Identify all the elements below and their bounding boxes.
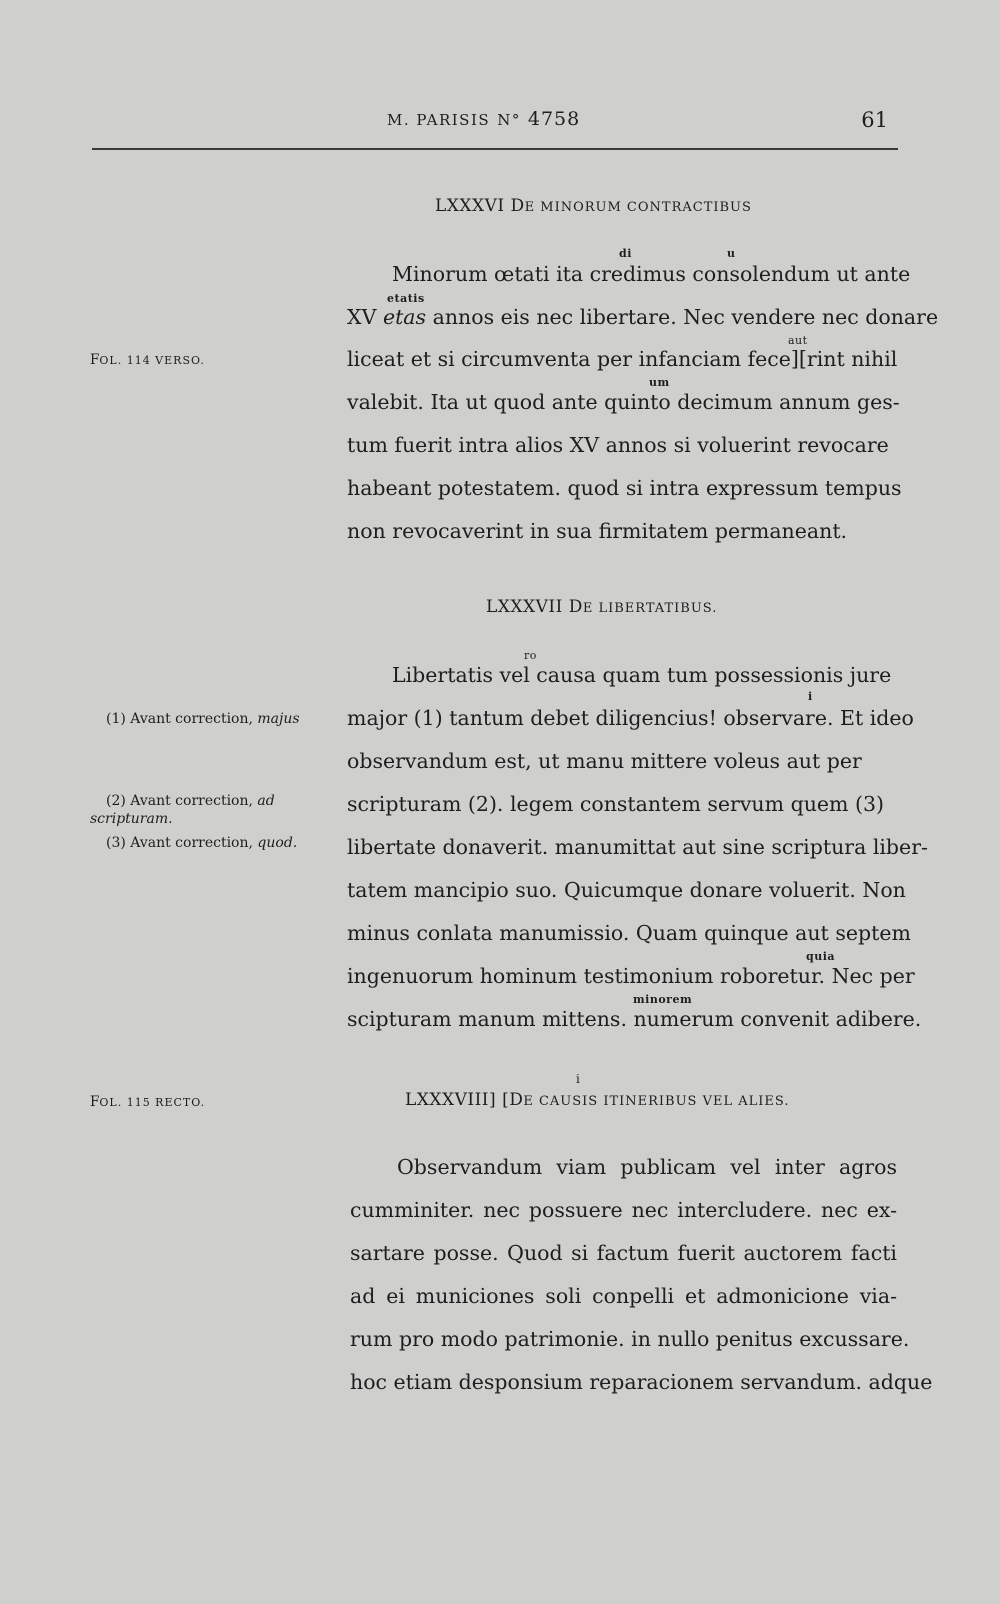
text-line: Libertatis vel causa quam tum possessionis jure: [392, 663, 892, 687]
footnote-3: (3) Avant correction, quod.: [106, 835, 298, 851]
section-87-title: E LIBERTATIBUS.: [582, 601, 718, 616]
section-86-heading: [435, 196, 752, 216]
interlinear-gloss: i: [808, 690, 813, 703]
text-line: XV etas annos eis nec libertare. Nec vendere nec donare: [347, 305, 939, 329]
text-line: tatem mancipio suo. Quicumque donare voluerit. Non: [347, 878, 906, 902]
interlinear-gloss: etatis: [387, 292, 425, 305]
header-rule: [92, 148, 898, 150]
text-line: sartare posse. Quod si factum fuerit auctorem facti: [350, 1241, 897, 1265]
folio-marker-114: FOL. 114 VERSO.: [90, 352, 205, 368]
text-line: ingenuorum hominum testimonium roboretur. Nec per: [347, 964, 915, 988]
text-line: libertate donaverit. manumittat aut sine scriptura liber-: [347, 835, 928, 859]
number-label: N°: [497, 111, 521, 129]
interlinear-gloss: minorem: [633, 993, 693, 1006]
interlinear-gloss: ro: [524, 649, 537, 662]
section-86-title-cap: D: [510, 196, 525, 216]
interlinear-gloss: aut: [788, 334, 808, 347]
text-line: ad ei municiones soli conpelli et admonicione via-: [350, 1284, 897, 1308]
footnote-2-cont: scripturam.: [90, 811, 173, 827]
running-title: [387, 108, 580, 130]
interlinear-gloss: i: [576, 1072, 581, 1086]
footnote-1: (1) Avant correction, majus: [106, 711, 300, 727]
section-86-numeral: LXXXVI: [435, 196, 505, 216]
text-line: Observandum viam publicam vel inter agros: [397, 1155, 897, 1179]
section-87-numeral: LXXXVII: [486, 597, 563, 617]
text-line: major (1) tantum debet diligencius! observare. Et ideo: [347, 706, 914, 730]
page-number: 61: [861, 108, 888, 132]
text-line: hoc etiam desponsium reparacionem servandum. adque: [350, 1370, 933, 1394]
text-line: habeant potestatem. quod si intra expressum tempus: [347, 476, 902, 500]
interlinear-gloss: um: [649, 376, 670, 389]
running-title-prefix: M. PARISIS: [387, 111, 491, 129]
section-86-title: E MINORUM CONTRACTIBUS: [524, 200, 752, 215]
text-line: valebit. Ita ut quod ante quinto decimum annum ges-: [347, 390, 900, 414]
section-88-heading: [405, 1090, 789, 1110]
text-line: scripturam (2). legem constantem servum quem (3): [347, 792, 885, 816]
text-line: minus conlata manumissio. Quam quinque aut septem: [347, 921, 911, 945]
text-line: liceat et si circumventa per infanciam fece][rint nihil: [347, 347, 898, 371]
text-line: rum pro modo patrimonie. in nullo penitus excussare.: [350, 1327, 910, 1351]
manuscript-number: 4758: [527, 108, 581, 130]
interlinear-gloss: u: [727, 247, 736, 260]
footnote-2: (2) Avant correction, ad: [106, 793, 275, 809]
section-88-title-cap: [D: [502, 1090, 524, 1110]
section-88-title: E CAUSIS ITINERIBUS VEL ALIES.: [523, 1094, 790, 1109]
section-87-heading: [486, 597, 717, 617]
text-line: non revocaverint in sua firmitatem permaneant.: [347, 519, 848, 543]
text-line: scipturam manum mittens. numerum convenit adibere.: [347, 1007, 922, 1031]
section-88-numeral: LXXXVIII]: [405, 1090, 497, 1110]
page-header: [90, 108, 898, 148]
folio-marker-115: FOL. 115 RECTO.: [90, 1094, 206, 1110]
text-line: cumminiter. nec possuere nec intercludere. nec ex-: [350, 1198, 897, 1222]
section-87-title-cap: D: [568, 597, 583, 617]
italic-word: etas: [382, 305, 427, 329]
text-line: observandum est, ut manu mittere voleus aut per: [347, 749, 862, 773]
text-line: tum fuerit intra alios XV annos si voluerint revocare: [347, 433, 889, 457]
interlinear-gloss: di: [619, 247, 632, 260]
text-line: Minorum œtati ita credimus consolendum ut ante: [392, 262, 911, 286]
interlinear-gloss: quia: [806, 950, 835, 963]
